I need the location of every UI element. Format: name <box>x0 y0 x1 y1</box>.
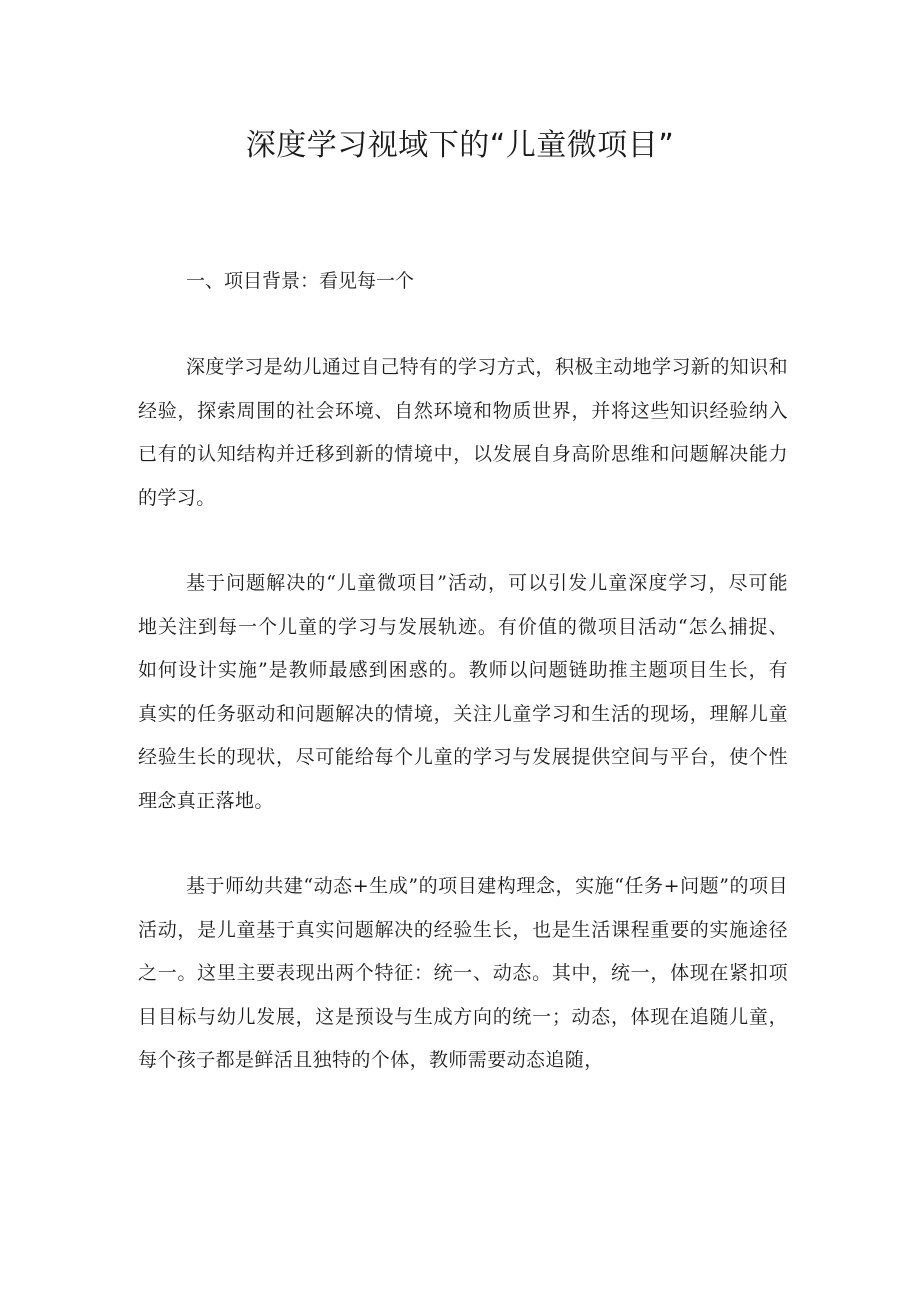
body-paragraph-1: 深度学习是幼儿通过自己特有的学习方式，积极主动地学习新的知识和经验，探索周围的社会环境、自然环境和物质世界，并将这些知识经验纳入已有的认知结构并迁移到新的情境中，以发展自身高阶思维和问题解决能力的学习。 <box>138 356 788 509</box>
body-paragraph-3: 基于师幼共建“动态+生成”的项目建构理念，实施“任务+问题”的项目活动，是儿童基于真实问题解决的经验生长，也是生活课程重要的实施途径之一。这里主要表现出两个特征：统一、动态。其中，统一，体现在紧扣项目目标与幼儿发展，这是预设与生成方向的统一；动态，体现在追随儿童，每个孩子都是鲜活且独特的个体，教师需要动态追随， <box>138 875 788 1071</box>
body-paragraph-2: 基于问题解决的“儿童微项目”活动，可以引发儿童深度学习，尽可能地关注到每一个儿童的学习与发展轨迹。有价值的微项目活动“怎么捕捉、如何设计实施”是教师最感到困惑的。教师以问题链助推主题项目生长，有真实的任务驱动和问题解决的情境，关注儿童学习和生活的现场，理解儿童经验生长的现状，尽可能给每个儿童的学习与发展提供空间与平台，使个性理念真正落地。 <box>138 572 788 812</box>
section-heading: 一、项目背景：看见每一个 <box>186 270 415 292</box>
document-title: 深度学习视域下的“儿童微项目” <box>245 128 675 163</box>
